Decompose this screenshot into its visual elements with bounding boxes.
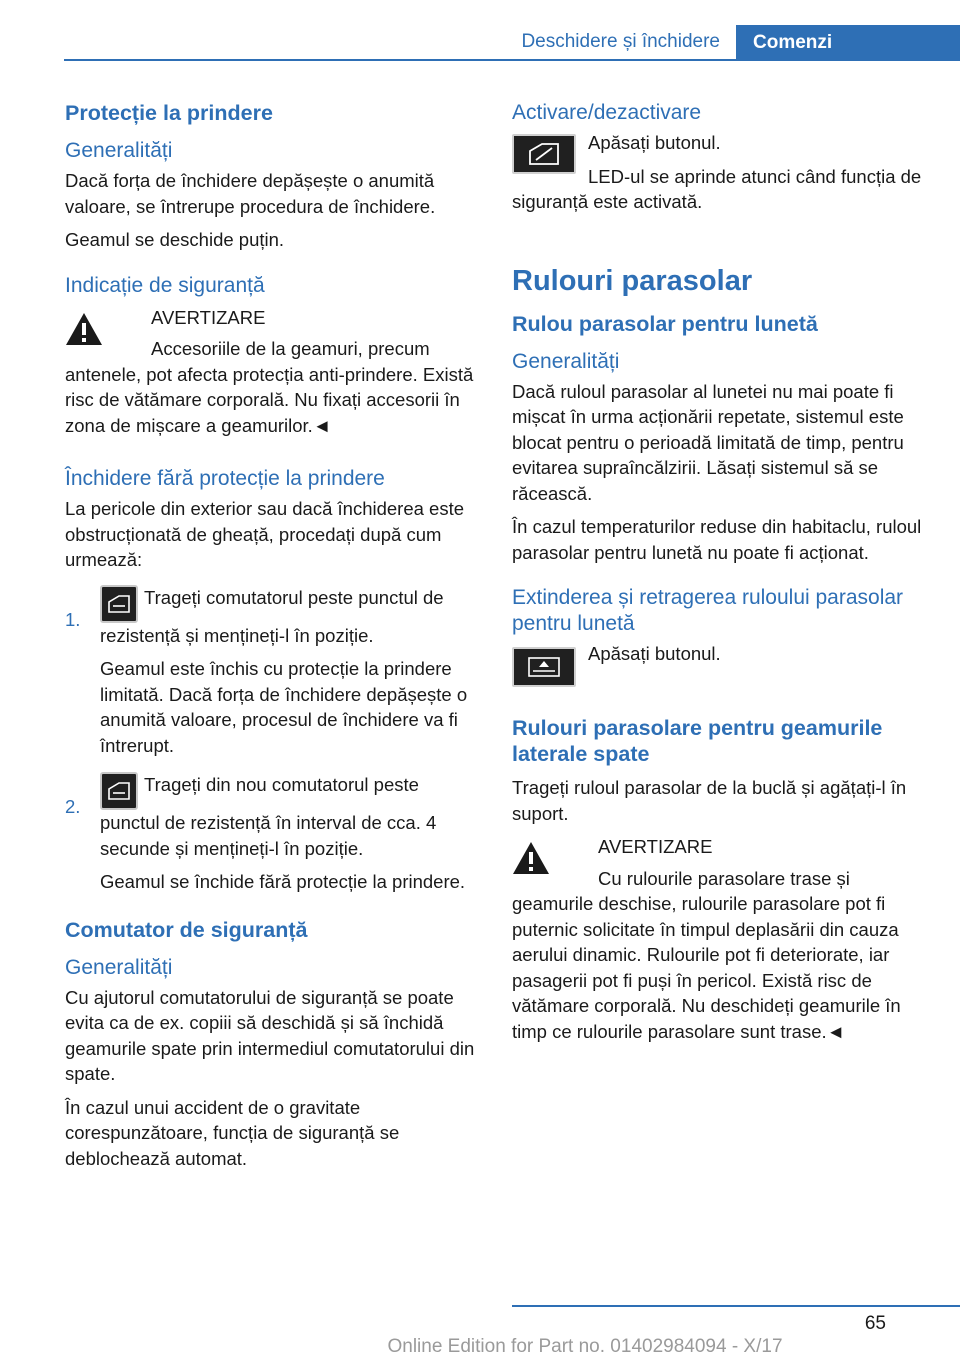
warning-title: AVERTIZARE: [598, 836, 713, 857]
subheading-extend-retract: Extinderea și retragerea ruloului parasolar pentru lunetă: [512, 586, 904, 635]
list-item: [65, 585, 479, 759]
header-rule: [64, 59, 960, 61]
page-header: [64, 25, 960, 61]
list-item: [65, 772, 479, 895]
paragraph: Trageți ruloul parasolar de la buclă și agățați-l în suport.: [512, 777, 907, 824]
paragraph: Cu ajutorul comutatorului de siguranță se poate evita ca de ex. copiii să deschidă și să închidă geamurile spate prin intermediul comutatorului din spate.: [65, 986, 475, 1084]
subheading-general: Generalități: [512, 349, 620, 373]
step-number: 1.: [65, 608, 81, 630]
safety-switch-button-icon: [512, 134, 576, 174]
rear-blind-button-icon: [512, 647, 576, 687]
warning-triangle-icon: [65, 307, 139, 351]
left-column: [65, 100, 479, 1179]
paragraph: Geamul se deschide puțin.: [65, 229, 285, 250]
subheading-close-without-protection: Închidere fără protecție la prindere: [65, 467, 385, 490]
paragraph: Dacă forța de închidere depășește o anumită valoare, se întrerupe procedura de închidere.: [65, 170, 436, 217]
step-subtext: Geamul este închis cu protecție la prindere limitată. Dacă forța de închidere depășește o anumită valoare, procesul de închidere va fi întrerupt.: [100, 658, 468, 756]
section-tab[interactable]: Deschidere și închidere: [521, 31, 720, 52]
window-switch-icon: [100, 585, 138, 623]
paragraph: Apăsați butonul.: [588, 132, 721, 153]
warning-triangle-icon: [512, 836, 586, 880]
steps-list: [65, 585, 479, 895]
warning-text: Cu rulourile parasolare trase și geamurile deschise, rulourile parasolare pot fi puternic solicitate în timpul deplasării din cauza aerului dinamic. Rulourile pot fi deteriorate, iar pasagerii pot fi puși în pericol. Există risc de vătămare corporală. Nu deschideți geamurile în timp ce rulourile parasolare sunt trase.◄: [512, 867, 901, 1042]
page-number: 65: [864, 1313, 886, 1334]
warning-text: Accesoriile de la geamuri, precum antenele, pot afecta protecția anti-prindere. Există risc de vătămare corporală. Nu fixați accesorii în zona de mișcare a geamurilor.◄: [65, 338, 474, 436]
warning-box: [65, 305, 479, 447]
paragraph: Dacă ruloul parasolar al lunetei nu mai poate fi mișcat în urma acționării repetate, sistemul este blocat pentru o perioadă limitată de timp, pentru evitarea supraîncălzirii. Lăsați sistemul să se răcească.: [512, 380, 904, 504]
right-column: [512, 100, 928, 1052]
step-text: Trageți din nou comutatorul peste punctul de rezistență în interval de cca. 4 secunde și mențineți-l în poziție.: [100, 774, 437, 859]
paragraph: Apăsați butonul.: [588, 643, 721, 664]
chapter-heading-sun-blinds: Rulouri parasolar: [512, 264, 753, 297]
paragraph: În cazul temperaturilor reduse din habitaclu, ruloul parasolar pentru lunetă nu poate fi acționat.: [512, 516, 922, 563]
subheading-general: Generalități: [65, 139, 173, 162]
section-title-safety-switch: Comutator de siguranță: [65, 917, 308, 942]
paragraph: În cazul unui accident de o gravitate corespunzătoare, funcția de siguranță se deblochează automat.: [65, 1096, 400, 1169]
subheading-general: Generalități: [65, 955, 173, 979]
section-title-side-blinds: Rulouri parasolare pentru geamurile laterale spate: [512, 716, 883, 766]
step-number: 2.: [65, 796, 81, 817]
window-switch-icon: [100, 772, 138, 810]
footer-edition: Online Edition for Part no. 01402984094 - X/17: [387, 1336, 783, 1357]
section-title-rear-blind: Rulou parasolar pentru lunetă: [512, 311, 818, 336]
subheading-activation: Activare/dezactivare: [512, 101, 702, 124]
paragraph: La pericole din exterior sau dacă închiderea este obstrucționată de gheață, procedați după cum urmează:: [65, 498, 465, 570]
step-text: Trageți comutatorul peste punctul de rezistență și mențineți-l în poziție.: [100, 586, 444, 646]
footer-rule: [512, 1305, 960, 1307]
subheading-safety-note: Indicație de siguranță: [65, 273, 265, 297]
warning-box: [512, 834, 928, 1052]
step-subtext: Geamul se închide fără protecție la prindere.: [100, 871, 466, 892]
section-title-pinch-protection: Protecție la prindere: [65, 101, 273, 125]
warning-title: AVERTIZARE: [151, 306, 266, 328]
paragraph: LED-ul se aprinde atunci când funcția de siguranță este activată.: [512, 165, 922, 212]
chapter-tab[interactable]: Comenzi: [736, 25, 960, 61]
